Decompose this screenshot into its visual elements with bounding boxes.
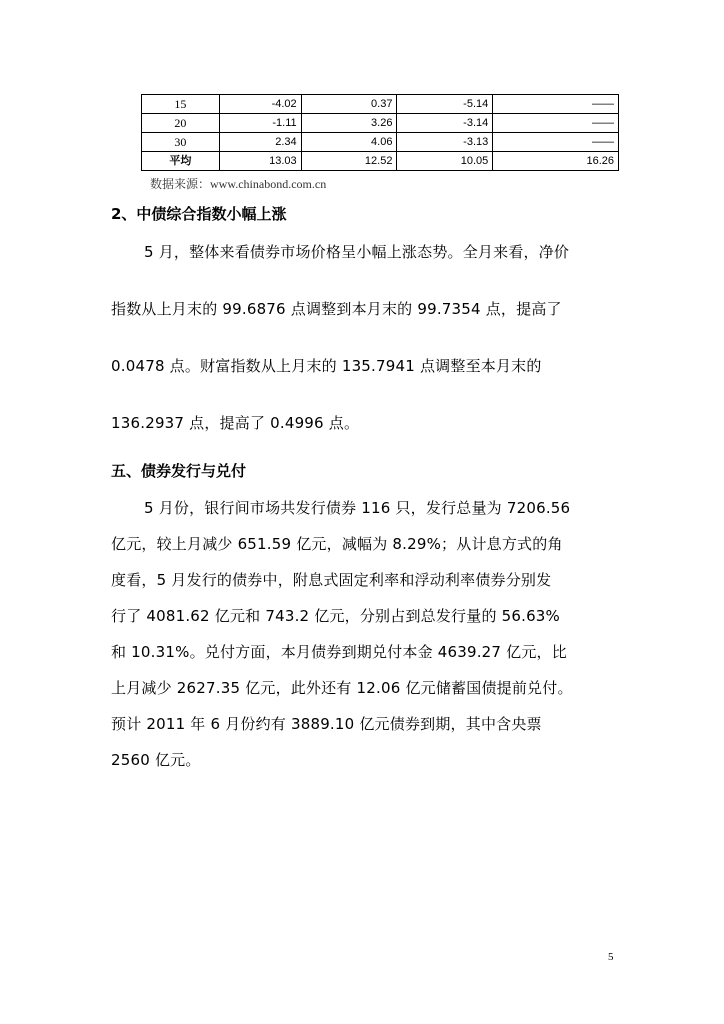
- paragraph-line: 136.2937 点，提高了 0.4996 点。: [111, 414, 360, 432]
- paragraph-line: 行了 4081.62 亿元和 743.2 亿元，分别占到总发行量的 56.63%: [111, 607, 561, 625]
- table-cell: ——: [493, 114, 619, 133]
- paragraph-line: 指数从上月末的 99.6876 点调整到本月末的 99.7354 点，提高了: [111, 300, 562, 318]
- yield-table: [141, 94, 619, 171]
- table-row: [142, 95, 619, 114]
- page-number: 5: [608, 951, 614, 963]
- table-cell: 3.26: [301, 114, 397, 133]
- table-cell: 20: [142, 114, 220, 133]
- table-cell: -4.02: [219, 95, 301, 114]
- table-cell: 13.03: [219, 152, 301, 171]
- table-cell: ——: [493, 133, 619, 152]
- table-cell: 16.26: [493, 152, 619, 171]
- data-source-note: 数据来源：www.chinabond.com.cn: [150, 177, 327, 191]
- table-cell: 30: [142, 133, 220, 152]
- table-cell: ——: [493, 95, 619, 114]
- paragraph-line: 上月减少 2627.35 亿元，此外还有 12.06 亿元储蓄国债提前兑付。: [111, 679, 573, 697]
- paragraph-line: 亿元，较上月减少 651.59 亿元，减幅为 8.29%；从计息方式的角: [111, 535, 563, 553]
- paragraph-line: 5 月份，银行间市场共发行债券 116 只，发行总量为 7206.56: [144, 499, 571, 517]
- paragraph-line: 2560 亿元。: [111, 751, 201, 769]
- table-cell: 12.52: [301, 152, 397, 171]
- table-cell: -5.14: [397, 95, 493, 114]
- paragraph-line: 预计 2011 年 6 月份约有 3889.10 亿元债券到期，其中含央票: [111, 715, 542, 733]
- paragraph-line: 0.0478 点。财富指数从上月末的 135.7941 点调整至本月末的: [111, 357, 542, 375]
- table-cell: -3.14: [397, 114, 493, 133]
- table-cell: 4.06: [301, 133, 397, 152]
- paragraph-index-summary: [111, 242, 615, 442]
- table-row: [142, 133, 619, 152]
- paragraph-line: 度看，5 月发行的债券中，附息式固定利率和浮动利率债券分别发: [111, 571, 552, 589]
- section-heading-index: 2、中债综合指数小幅上涨: [111, 205, 287, 223]
- table-cell: -3.13: [397, 133, 493, 152]
- table-cell: 0.37: [301, 95, 397, 114]
- table-cell: 10.05: [397, 152, 493, 171]
- paragraph-line: 5 月，整体来看债券市场价格呈小幅上涨态势。全月来看，净价: [144, 243, 570, 261]
- table-cell: 平均: [142, 152, 220, 171]
- paragraph-issuance-summary: [111, 498, 615, 788]
- table-row: [142, 114, 619, 133]
- table-cell: 2.34: [219, 133, 301, 152]
- paragraph-line: 和 10.31%。兑付方面，本月债券到期兑付本金 4639.27 亿元，比: [111, 643, 567, 661]
- section-heading-issuance: 五、债券发行与兑付: [111, 462, 247, 480]
- table-cell: 15: [142, 95, 220, 114]
- table-cell: -1.11: [219, 114, 301, 133]
- table-row-average: [142, 152, 619, 171]
